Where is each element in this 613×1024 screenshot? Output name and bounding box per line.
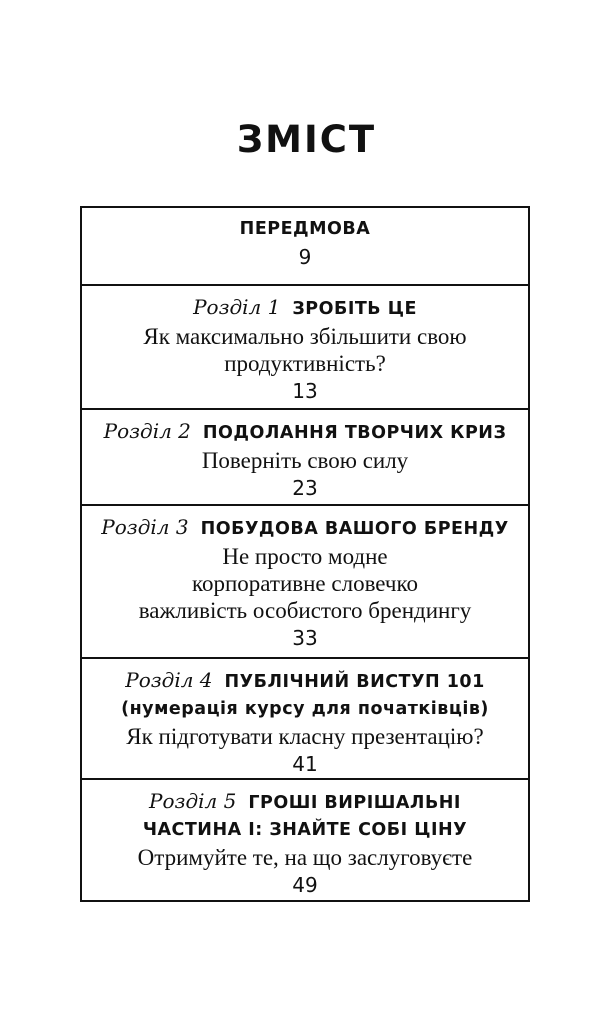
toc-entry-chapter-3[interactable]	[82, 506, 528, 659]
toc-entry-subtitle-line: Поверніть свою силу	[201, 448, 409, 473]
toc-entry-chapter-label: Розділ 5	[149, 789, 237, 813]
toc-entry-chapter-4[interactable]	[82, 659, 528, 780]
page-title: ЗМІСТ	[236, 118, 377, 161]
toc-entry-subtitle-line: корпоративне словечко	[191, 571, 419, 596]
toc-entry-chapter-label: Розділ 2	[103, 419, 191, 443]
toc-entry-chapter-label: Розділ 4	[125, 668, 213, 692]
toc-entry-subtitle-line: важливість особистого брендингу	[138, 598, 472, 623]
toc-entry-heading: ГРОШІ ВИРІШАЛЬНІ	[248, 793, 461, 813]
toc-entry-chapter-label: Розділ 1	[193, 295, 281, 319]
toc-entry-page-number: 13	[292, 379, 318, 403]
toc-entry-heading: ПЕРЕДМОВА	[239, 219, 371, 239]
toc-entry-preface[interactable]	[82, 208, 528, 286]
toc-entry-subtitle-line: Отримуйте те, на що заслуговуєте	[137, 845, 473, 870]
toc-entry-subtitle-line: продуктивність?	[224, 351, 386, 376]
toc-entry-chapter-2[interactable]	[82, 410, 528, 506]
toc-entry-page-number: 33	[292, 626, 318, 650]
toc-entry-heading: ПОБУДОВА ВАШОГО БРЕНДУ	[200, 519, 509, 539]
toc-entry-chapter-5[interactable]	[82, 780, 528, 900]
toc-entry-heading: ПУБЛІЧНИЙ ВИСТУП 101	[224, 672, 485, 692]
toc-entry-heading-continued: (нумерація курсу для початківців)	[121, 699, 489, 719]
toc-entry-page-number: 49	[292, 873, 318, 897]
toc-entry-page-number: 23	[292, 476, 318, 500]
toc-entry-heading: ПОДОЛАННЯ ТВОРЧИХ КРИЗ	[202, 423, 507, 443]
toc-entry-page-number: 9	[298, 245, 312, 269]
toc-entry-subtitle-line: Як підготувати класну презентацію?	[126, 724, 484, 749]
toc-entry-chapter-label: Розділ 3	[101, 515, 189, 539]
toc-entry-subtitle-line: Як максимально збільшити свою	[143, 324, 467, 349]
toc-entry-page-number: 41	[292, 752, 318, 776]
toc-entry-chapter-1[interactable]	[82, 286, 528, 410]
toc-entry-heading-continued: ЧАСТИНА І: ЗНАЙТЕ СОБІ ЦІНУ	[142, 820, 468, 840]
toc-entry-subtitle-line: Не просто модне	[222, 544, 388, 569]
table-of-contents	[80, 206, 530, 902]
toc-entry-heading: ЗРОБІТЬ ЦЕ	[292, 299, 417, 319]
